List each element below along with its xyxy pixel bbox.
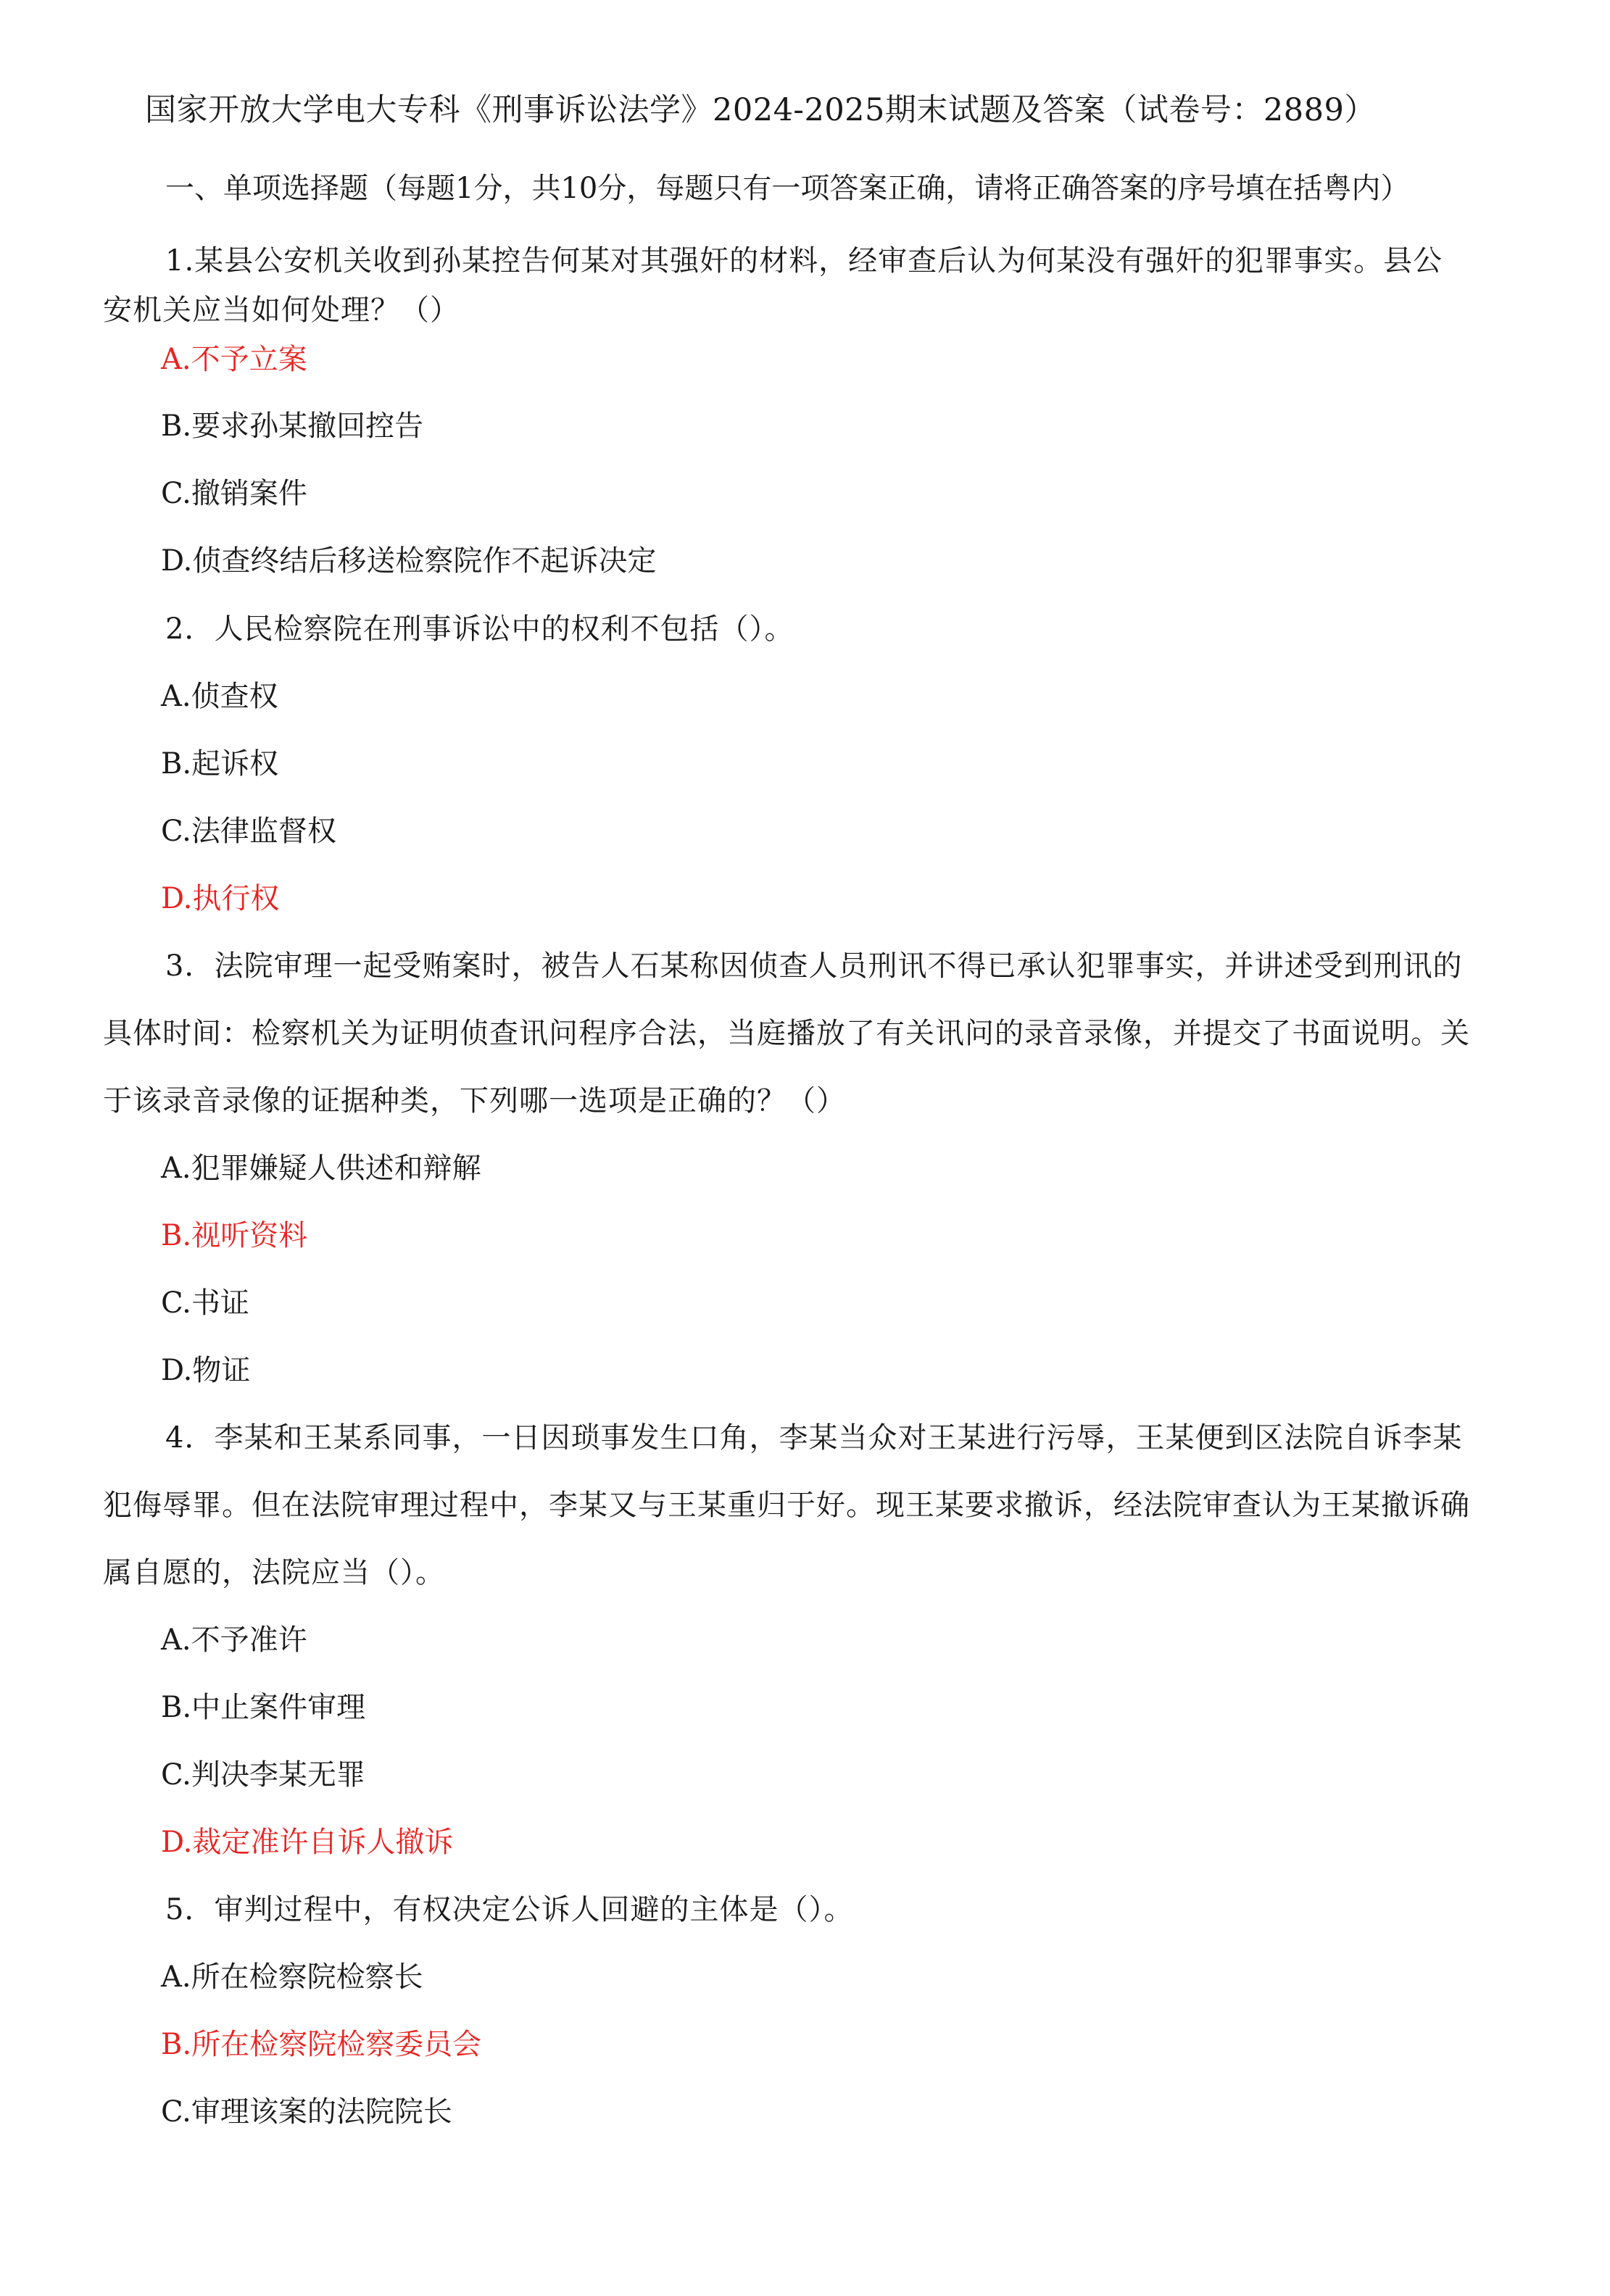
question-1-stem-line-2: 安机关应当如何处理？（） <box>103 294 460 327</box>
question-1-option-b: B.要求孙某撤回控告 <box>161 409 424 443</box>
question-4-option-d: D.裁定准许自诉人撤诉 <box>161 1826 454 1859</box>
question-3-option-a: A.犯罪嫌疑人供述和辩解 <box>161 1152 481 1185</box>
page-title: 国家开放大学电大专科《刑事诉讼法学》2024-2025期末试题及答案（试卷号：2889） <box>145 92 1376 128</box>
question-4-stem-line-3: 属自愿的，法院应当（）。 <box>103 1556 445 1589</box>
question-2-option-c: C.法律监督权 <box>161 815 336 848</box>
question-5-option-c: C.审理该案的法院院长 <box>161 2095 452 2129</box>
question-2-option-a: A.侦查权 <box>161 680 278 713</box>
question-2-option-d: D.执行权 <box>161 882 280 915</box>
question-1-stem-line-1: 1.某县公安机关收到孙某控告何某对其强奸的材料，经审查后认为何某没有强奸的犯罪事实。县公 <box>165 244 1443 278</box>
question-4-option-a: A.不予准许 <box>161 1623 307 1657</box>
question-1-option-d: D.侦查终结后移送检察院作不起诉决定 <box>161 544 657 578</box>
question-3-stem-line-1: 3．法院审理一起受贿案时，被告人石某称因侦查人员刑讯不得已承认犯罪事实，并讲述受到刑讯的 <box>165 949 1463 983</box>
question-5-option-a: A.所在检察院检察长 <box>161 1960 423 1994</box>
question-3-stem-line-2: 具体时间：检察机关为证明侦查讯问程序合法，当庭播放了有关讯问的录音录像，并提交了书面说明。关 <box>103 1017 1470 1050</box>
question-3-option-c: C.书证 <box>161 1286 249 1320</box>
section-heading: 一、单项选择题（每题1分，共10分，每题只有一项答案正确，请将正确答案的序号填在括粤内） <box>165 172 1410 205</box>
question-3-option-b: B.视听资料 <box>161 1219 308 1252</box>
question-4-stem-line-2: 犯侮辱罪。但在法院审理过程中，李某又与王某重归于好。现王某要求撤诉，经法院审查认为王某撤诉确 <box>103 1489 1470 1522</box>
question-4-option-c: C.判决李某无罪 <box>161 1758 365 1792</box>
question-2-stem-line-1: 2．人民检察院在刑事诉讼中的权利不包括（）。 <box>165 612 794 646</box>
question-1-option-c: C.撤销案件 <box>161 477 307 510</box>
question-3-stem-line-3: 于该录音录像的证据种类，下列哪一选项是正确的？（） <box>103 1084 846 1118</box>
question-4-option-b: B.中止案件审理 <box>161 1691 366 1724</box>
question-5-option-b: B.所在检察院检察委员会 <box>161 2028 482 2061</box>
question-5-stem-line-1: 5．审判过程中，有权决定公诉人回避的主体是（）。 <box>165 1893 854 1926</box>
question-1-option-a: A.不予立案 <box>161 343 307 376</box>
question-2-option-b: B.起诉权 <box>161 747 279 781</box>
question-4-stem-line-1: 4．李某和王某系同事，一日因琐事发生口角，李某当众对王某进行污辱，王某便到区法院自诉李某 <box>165 1421 1463 1455</box>
question-3-option-d: D.物证 <box>161 1354 251 1387</box>
